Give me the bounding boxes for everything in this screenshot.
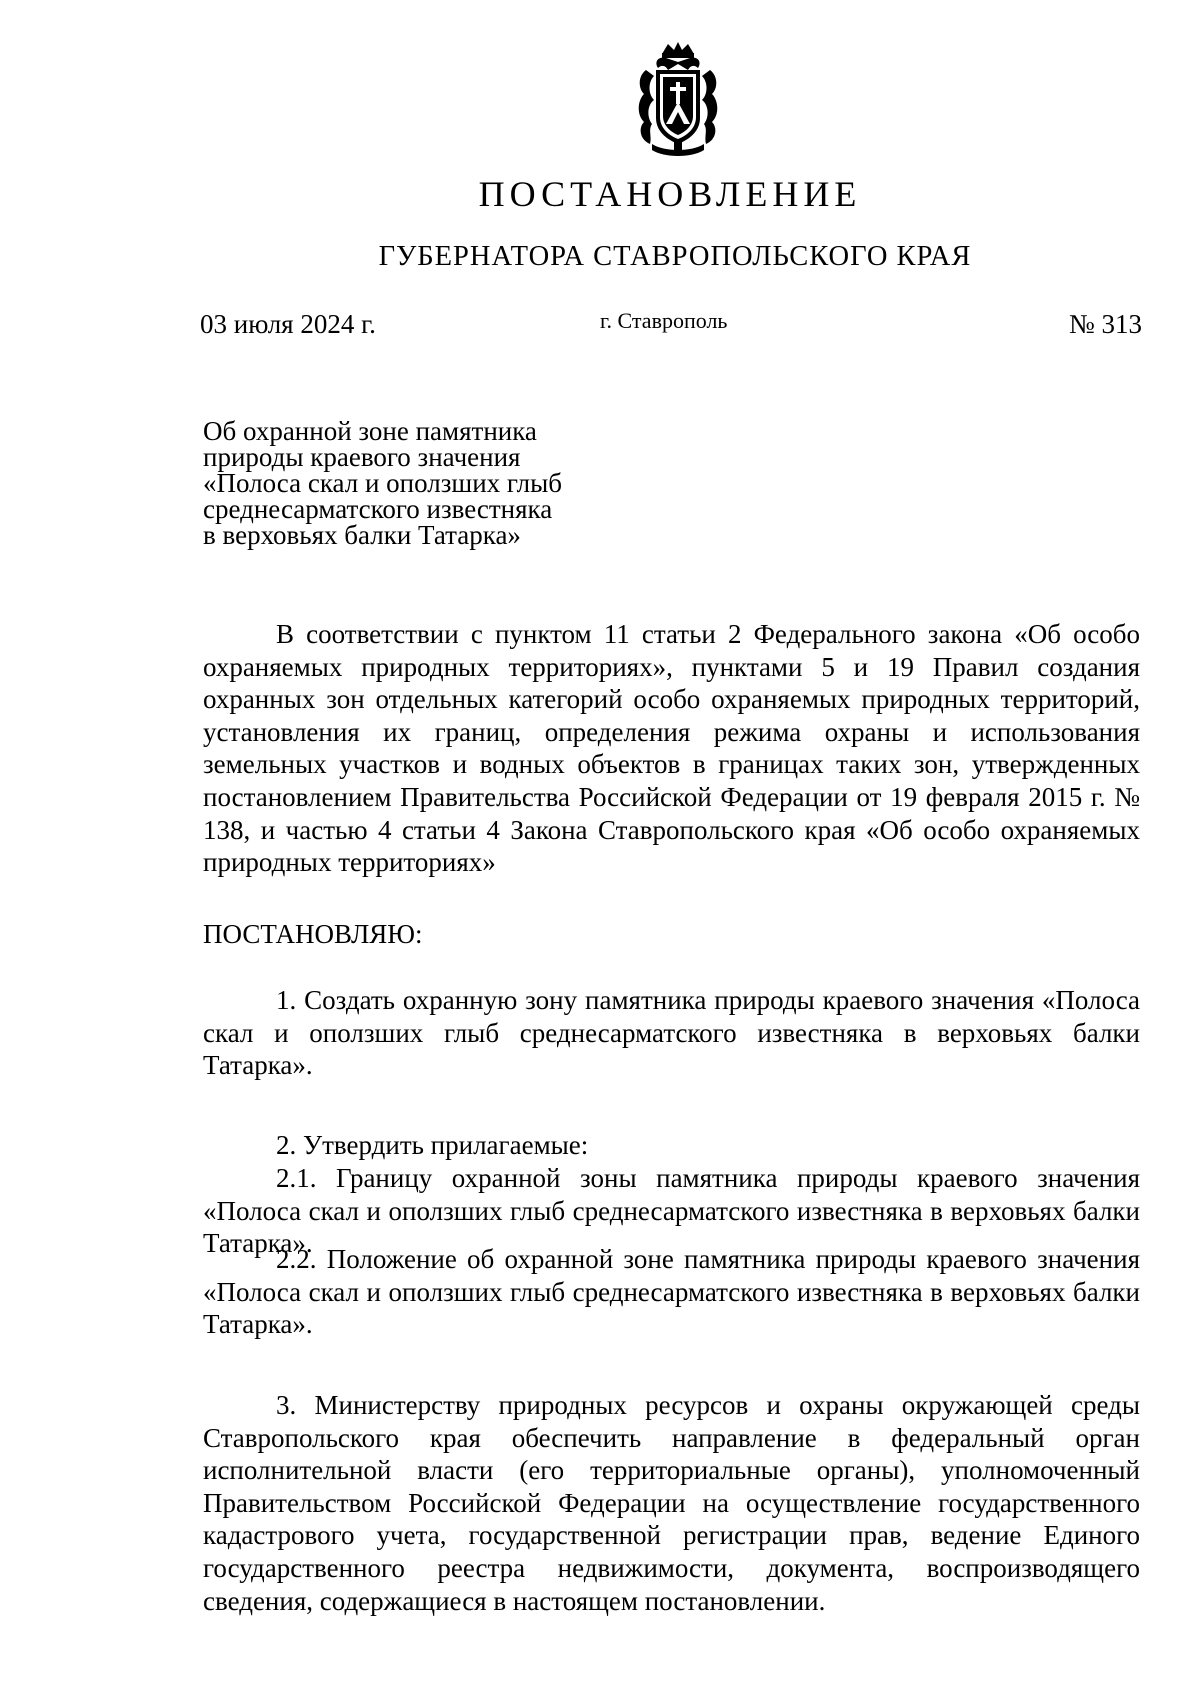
item-1-paragraph <box>203 984 1140 1082</box>
item-2-2-text: 2.2. Положение об охранной зоне памятника природы краевого значения «Полоса скал и оползших глыб среднесарматского известняка в верховьях балки Татарка». <box>203 1244 1140 1340</box>
preamble-paragraph <box>203 618 1140 879</box>
item-2-text: 2. Утвердить прилагаемые: <box>276 1130 589 1160</box>
item-2-2-paragraph <box>203 1243 1140 1341</box>
item-3-text: 3. Министерству природных ресурсов и охраны окружающей среды Ставропольского края обеспечить направление в федеральный орган исполнительной власти (его территориальные органы), уполномоченный Правительством Российской Федерации на осуществление государственного кадастрового учета, государственной регистрации прав, ведение Единого государственного реестра недвижимости, документа, воспроизводящего сведения, содержащиеся в настоящем постановлении. <box>203 1390 1140 1616</box>
item-3-paragraph <box>203 1389 1140 1617</box>
decree-word <box>203 918 1140 951</box>
document-city: г. Ставрополь <box>600 308 728 333</box>
coat-of-arms-icon <box>632 40 724 158</box>
item-1-text: 1. Создать охранную зону памятника природы краевого значения «Полоса скал и оползших глыб среднесарматского известняка в верховьях балки Татарка». <box>203 985 1140 1081</box>
issuer-heading: ГУБЕРНАТОРА СТАВРОПОЛЬСКОГО КРАЯ <box>378 241 972 272</box>
document-type-heading: ПОСТАНОВЛЕНИЕ <box>478 174 862 214</box>
document-number: № 313 <box>1068 309 1142 339</box>
document-subject: Об охранной зоне памятника природы краевого значения «Полоса скал и оползших глыб среднесарматского известняка в верховьях балки Татарка» <box>203 416 562 550</box>
item-2-paragraph <box>203 1129 1140 1162</box>
preamble-text: В соответствии с пунктом 11 статьи 2 Федерального закона «Об особо охраняемых природных территориях», пунктами 5 и 19 Правил создания охранных зон отдельных категорий особо охраняемых природных территорий, установления их границ, определения режима охраны и использования земельных участков и водных объектов в границах таких зон, утвержденных постановлением Правительства Российской Федерации от 19 февраля 2015 г. № 138, и частью 4 статьи 4 Закона Ставропольского края «Об особо охраняемых природных территориях» <box>203 619 1140 878</box>
decree-word-text: ПОСТАНОВЛЯЮ: <box>203 919 423 949</box>
item-2-1-text: 2.1. Границу охранной зоны памятника природы краевого значения «Полоса скал и оползших глыб среднесарматского известняка в верховьях балки Татарка». <box>203 1163 1140 1259</box>
document-date: 03 июля 2024 г. <box>200 309 376 339</box>
